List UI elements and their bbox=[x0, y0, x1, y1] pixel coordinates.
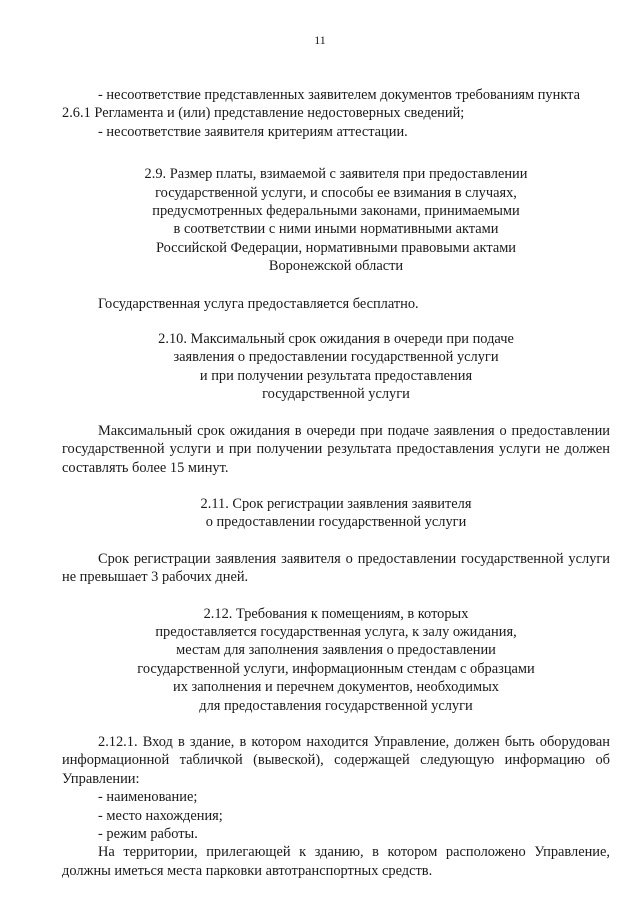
heading-line: 2.12. Требования к помещениям, в которых bbox=[203, 605, 469, 622]
heading-line: Российской Федерации, нормативными правовыми актами bbox=[155, 239, 517, 256]
intro-list bbox=[62, 86, 610, 141]
list-item: - наименование; bbox=[98, 789, 198, 806]
heading-line: предоставляется государственная услуга, к залу ожидания, bbox=[155, 623, 517, 640]
section-paragraph-2-12-1: 2.12.1. Вход в здание, в котором находится Управление, должен быть оборудован информационной табличкой (вывеской), содержащей следующую информацию об Управлении: bbox=[62, 733, 610, 787]
heading-line: 2.11. Срок регистрации заявления заявителя bbox=[200, 495, 472, 512]
heading-line: 2.10. Максимальный срок ожидания в очереди при подаче bbox=[158, 331, 514, 348]
list-item: - несоответствие заявителя критериям аттестации. bbox=[98, 123, 408, 140]
section-heading-2-9 bbox=[62, 165, 610, 275]
list-item: - несоответствие представленных заявителем документов требованиям пункта bbox=[98, 87, 580, 103]
heading-line: государственной услуги, и способы ее взимания в случаях, bbox=[155, 184, 517, 201]
section-body-2-10: Максимальный срок ожидания в очереди при подаче заявления о предоставлении государственной услуги и при получении результата предоставления услуги не должен составлять более 15 минут. bbox=[62, 422, 610, 476]
heading-line: Воронежской области bbox=[268, 258, 404, 275]
heading-line: в соответствии с ними иными нормативными актами bbox=[173, 221, 499, 238]
heading-line: о предоставлении государственной услуги bbox=[205, 514, 467, 531]
section-body-2-11: Срок регистрации заявления заявителя о предоставлении государственной услуги не превышает 3 рабочих дней. bbox=[62, 550, 610, 586]
requirements-list bbox=[62, 788, 610, 843]
heading-line: заявления о предоставлении государственной услуги bbox=[173, 349, 499, 366]
section-heading-2-12 bbox=[62, 605, 610, 715]
heading-line: государственной услуги, информационным стендам с образцами bbox=[137, 660, 535, 677]
section-body-2-9: Государственная услуга предоставляется бесплатно. bbox=[98, 295, 419, 312]
page-number: 11 bbox=[314, 33, 326, 47]
heading-line: их заполнения и перечнем документов, необходимых bbox=[173, 679, 499, 696]
list-item-continuation: 2.6.1 Регламента и (или) представление недостоверных сведений; bbox=[62, 105, 465, 122]
heading-line: государственной услуги bbox=[262, 386, 410, 403]
heading-line: 2.9. Размер платы, взимаемой с заявителя при предоставлении bbox=[144, 166, 528, 183]
section-heading-2-10 bbox=[62, 330, 610, 404]
list-item: - место нахождения; bbox=[98, 807, 223, 824]
heading-line: предусмотренных федеральными законами, принимаемыми bbox=[152, 203, 520, 220]
list-item: - режим работы. bbox=[98, 826, 198, 842]
heading-line: и при получении результата предоставления bbox=[199, 367, 473, 384]
parking-paragraph: На территории, прилегающей к зданию, в котором расположено Управление, должны иметься места парковки автотранспортных средств. bbox=[62, 844, 610, 879]
section-heading-2-11 bbox=[62, 495, 610, 532]
document-body bbox=[62, 86, 610, 880]
heading-line: для предоставления государственной услуги bbox=[199, 697, 473, 714]
heading-line: местам для заполнения заявления о предоставлении bbox=[176, 642, 496, 659]
